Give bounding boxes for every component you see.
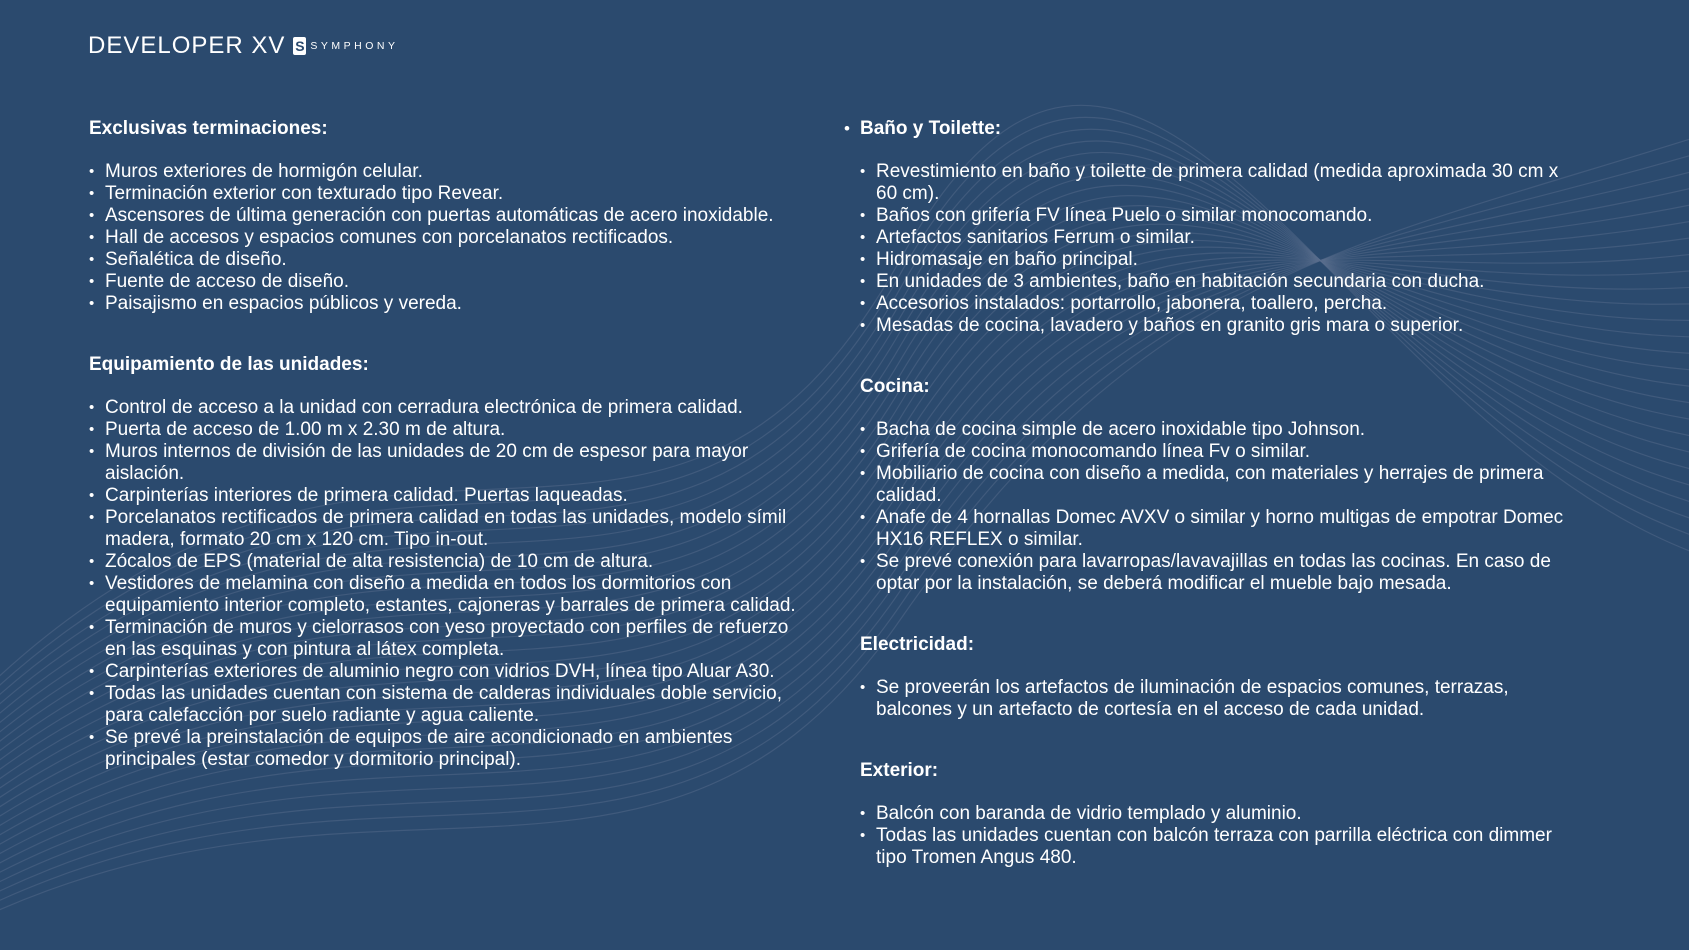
list-item: • Muros exteriores de hormigón celular. <box>89 161 809 183</box>
header <box>88 31 399 61</box>
list-item: • Señalética de diseño. <box>89 249 809 271</box>
list-item: • Mesadas de cocina, lavadero y baños en granito gris mara o superior. <box>860 315 1570 337</box>
left-column <box>89 117 809 809</box>
list-item: • Terminación de muros y cielorrasos con yeso proyectado con perfiles de refuerzo en las esquinas y con pintura al látex completa. <box>89 617 809 661</box>
section-exclusivas-terminaciones <box>89 117 809 315</box>
feature-list <box>860 803 1570 869</box>
section-electricidad <box>860 633 1570 721</box>
list-item: • Balcón con baranda de vidrio templado y aluminio. <box>860 803 1570 825</box>
section-title: Exterior: <box>860 760 939 781</box>
section-cocina <box>860 375 1570 595</box>
list-item: • Todas las unidades cuentan con balcón terraza con parrilla eléctrica con dimmer tipo Tromen Angus 480. <box>860 825 1570 869</box>
feature-list <box>860 419 1570 595</box>
list-item: • Grifería de cocina monocomando línea Fv o similar. <box>860 441 1570 463</box>
list-item: • Paisajismo en espacios públicos y vereda. <box>89 293 809 315</box>
list-item: • Bacha de cocina simple de acero inoxidable tipo Johnson. <box>860 419 1570 441</box>
list-item: • Baños con grifería FV línea Puelo o similar monocomando. <box>860 205 1570 227</box>
brand-logo-text: DEVELOPER XV <box>88 32 286 59</box>
list-item: • Control de acceso a la unidad con cerradura electrónica de primera calidad. <box>89 397 809 419</box>
list-item: • Carpinterías exteriores de aluminio negro con vidrios DVH, línea tipo Aluar A30. <box>89 661 809 683</box>
list-item: • Se proveerán los artefactos de iluminación de espacios comunes, terrazas, balcones y un artefacto de cortesía en el acceso de cada unidad. <box>860 677 1570 721</box>
list-item: • Zócalos de EPS (material de alta resistencia) de 10 cm de altura. <box>89 551 809 573</box>
feature-list <box>89 161 809 315</box>
feature-list <box>860 161 1570 337</box>
section-title: Electricidad: <box>860 634 975 655</box>
list-item: • Todas las unidades cuentan con sistema de calderas individuales doble servicio, para calefacción por suelo radiante y agua caliente. <box>89 683 809 727</box>
section-title: Cocina: <box>860 376 930 397</box>
list-item: • Artefactos sanitarios Ferrum o similar. <box>860 227 1570 249</box>
section-title: Exclusivas terminaciones: <box>89 118 328 139</box>
list-item: • Se prevé conexión para lavarropas/lavavajillas en todas las cocinas. En caso de optar por la instalación, se deberá modificar el mueble bajo mesada. <box>860 551 1570 595</box>
list-item: • Muros internos de división de las unidades de 20 cm de espesor para mayor aislación. <box>89 441 809 485</box>
brand-subtitle: SYMPHONY <box>310 40 399 52</box>
list-item: • Ascensores de última generación con puertas automáticas de acero inoxidable. <box>89 205 809 227</box>
right-column <box>860 117 1570 907</box>
list-item: • Puerta de acceso de 1.00 m x 2.30 m de altura. <box>89 419 809 441</box>
section-title: • Baño y Toilette: <box>860 117 1570 141</box>
list-item: • Hidromasaje en baño principal. <box>860 249 1570 271</box>
list-item: • Terminación exterior con texturado tipo Revear. <box>89 183 809 205</box>
list-item: • Carpinterías interiores de primera calidad. Puertas laqueadas. <box>89 485 809 507</box>
list-item: • Hall de accesos y espacios comunes con porcelanatos rectificados. <box>89 227 809 249</box>
section-bano-toilette <box>860 117 1570 337</box>
list-item: • Porcelanatos rectificados de primera calidad en todas las unidades, modelo símil madera, formato 20 cm x 120 cm. Tipo in-out. <box>89 507 809 551</box>
section-equipamiento-unidades <box>89 353 809 771</box>
list-item: • Fuente de acceso de diseño. <box>89 271 809 293</box>
list-item: • Anafe de 4 hornallas Domec AVXV o similar y horno multigas de empotrar Domec HX16 REFLEX o similar. <box>860 507 1570 551</box>
feature-list <box>860 677 1570 721</box>
list-item: • En unidades de 3 ambientes, baño en habitación secundaria con ducha. <box>860 271 1570 293</box>
list-item: • Accesorios instalados: portarrollo, jabonera, toallero, percha. <box>860 293 1570 315</box>
feature-list <box>89 397 809 771</box>
symphony-logo-icon: S <box>295 38 305 54</box>
list-item: • Revestimiento en baño y toilette de primera calidad (medida aproximada 30 cm x 60 cm). <box>860 161 1570 205</box>
list-item: • Se prevé la preinstalación de equipos de aire acondicionado en ambientes principales (estar comedor y dormitorio principal). <box>89 727 809 771</box>
list-item: • Vestidores de melamina con diseño a medida en todos los dormitorios con equipamiento interior completo, estantes, cajoneras y barrales de primera calidad. <box>89 573 809 617</box>
section-title: Equipamiento de las unidades: <box>89 354 369 375</box>
list-item: • Mobiliario de cocina con diseño a medida, con materiales y herrajes de primera calidad. <box>860 463 1570 507</box>
section-exterior <box>860 759 1570 869</box>
